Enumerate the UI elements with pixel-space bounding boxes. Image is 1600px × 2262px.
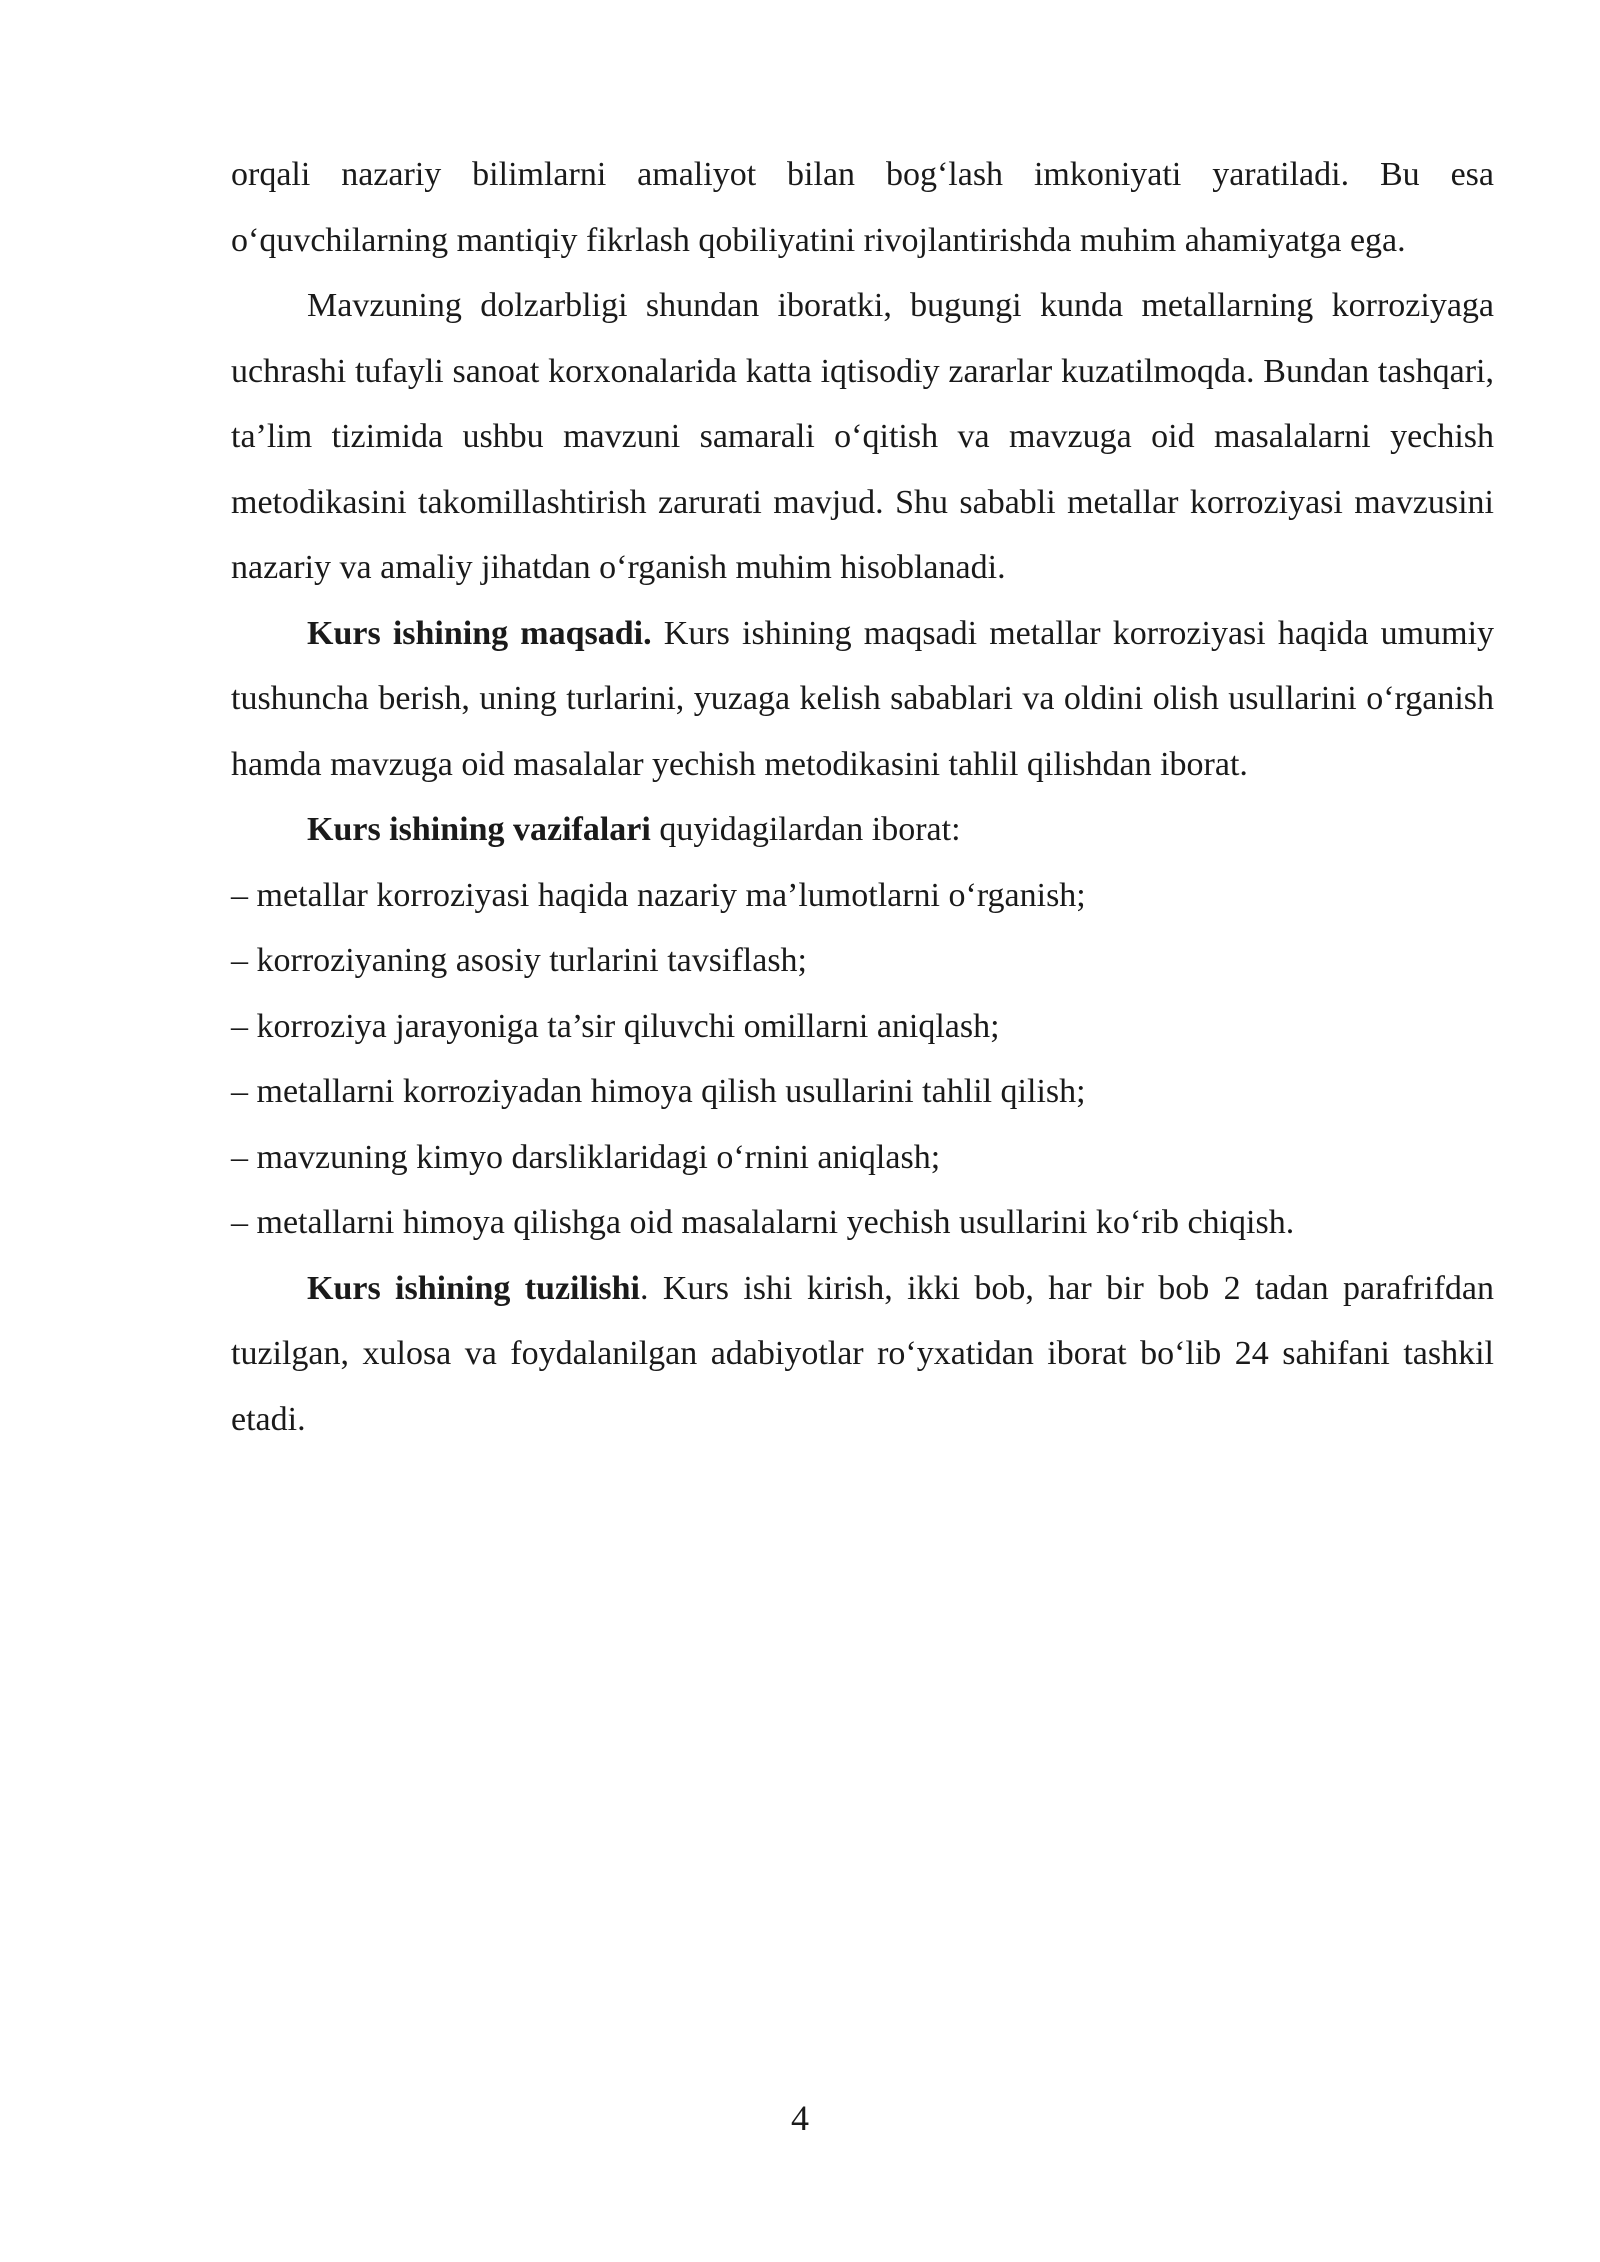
paragraph-goal: [231, 601, 1494, 798]
list-item: – metallarni himoya qilishga oid masalalarni yechish usullarini ko‘rib chiqish.: [231, 1204, 1295, 1241]
list-item: – korroziyaning asosiy turlarini tavsiflash;: [231, 942, 807, 979]
list-item: – metallar korroziyasi haqida nazariy ma’lumotlarni o‘rganish;: [231, 876, 1086, 914]
structure-text: . Kurs ishi kirish, ikki bob, har bir bob 2 tadan parafrifdan tuzilgan, xulosa va foydalanilgan adabiyotlar ro‘yxatidan iborat bo‘lib 24 sahifani tashkil etadi.: [231, 1269, 1494, 1438]
list-item: – mavzuning kimyo darsliklaridagi o‘rnini aniqlash;: [231, 1138, 941, 1176]
tasks-list: [231, 863, 1494, 1256]
goal-text: Kurs ishining maqsadi metallar korroziyasi haqida umumiy tushuncha berish, uning turlarini, yuzaga kelish sabablari va oldini olish usullarini o‘rganish hamda mavzuga oid masalalar yechish metodikasini tahlil qilishdan iborat.: [231, 614, 1495, 783]
document-body: [231, 142, 1494, 1452]
structure-heading: Kurs ishining tuzilishi: [307, 1269, 640, 1307]
paragraph-continuation: orqali nazariy bilimlarni amaliyot bilan bog‘lash imkoniyati yaratiladi. Bu esa o‘quvchilarning mantiqiy fikrlash qobiliyatini rivojlantirishda muhim ahamiyatga ega.: [231, 156, 1494, 259]
page-number: 4: [791, 2098, 809, 2138]
paragraph-structure: [231, 1256, 1494, 1453]
list-item: – korroziya jarayoniga ta’sir qiluvchi omillarni aniqlash;: [231, 1007, 1000, 1045]
paragraph-relevance: Mavzuning dolzarbligi shundan iboratki, bugungi kunda metallarning korroziyaga uchrashi tufayli sanoat korxonalarida katta iqtisodiy zararlar kuzatilmoqda. Bundan tashqari, ta’lim tizimida ushbu mavzuni samarali o‘qitish va mavzuga oid masalalarni yechish metodikasini takomillashtirish zarurati mavjud. Shu sababli metallar korroziyasi mavzusini nazariy va amaliy jihatdan o‘rganish muhim hisoblanadi.: [231, 287, 1494, 586]
tasks-heading: Kurs ishining vazifalari: [307, 811, 651, 848]
tasks-intro-text: quyidagilardan iborat:: [650, 811, 961, 848]
paragraph-tasks-intro: [231, 797, 1494, 863]
list-item: – metallarni korroziyadan himoya qilish usullarini tahlil qilish;: [231, 1073, 1086, 1110]
goal-heading: Kurs ishining maqsadi.: [307, 614, 652, 652]
